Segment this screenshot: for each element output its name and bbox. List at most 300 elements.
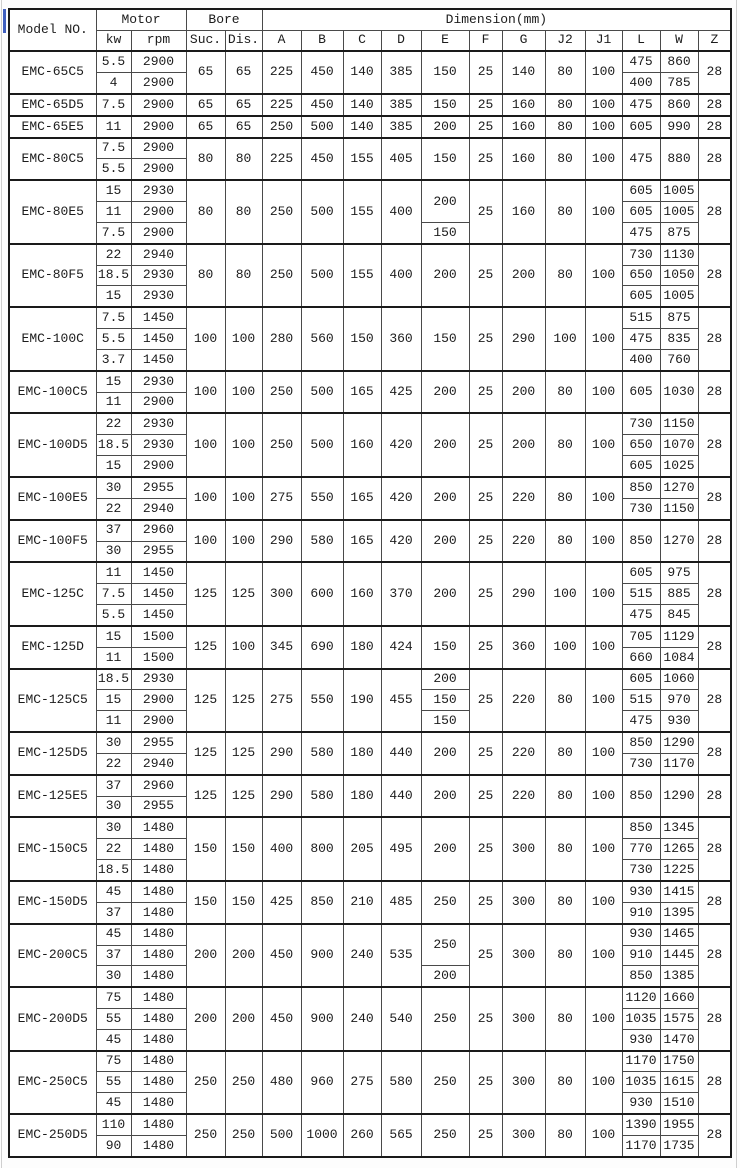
- dim-e-cell: 200: [421, 817, 469, 880]
- dim-l-cell: 910: [622, 902, 660, 923]
- dim-z-cell: 28: [698, 94, 731, 116]
- dim-e-cell: 250: [421, 987, 469, 1050]
- dim-c-cell: 205: [343, 817, 381, 880]
- dim-w-cell: 990: [660, 116, 698, 138]
- motor-kw-cell: 30: [96, 732, 131, 753]
- motor-kw-cell: 15: [96, 456, 131, 477]
- dim-j2-cell: 80: [545, 775, 585, 818]
- motor-kw-cell: 30: [96, 817, 131, 838]
- bore-suction-cell: 100: [186, 477, 225, 520]
- dim-b-cell: 690: [301, 626, 343, 669]
- dim-d-cell: 385: [381, 51, 421, 94]
- motor-rpm-cell: 2900: [131, 51, 186, 72]
- dim-l-cell: 650: [622, 265, 660, 286]
- motor-rpm-cell: 2900: [131, 711, 186, 732]
- dim-w-cell: 1084: [660, 647, 698, 668]
- dim-l-cell: 1120: [622, 987, 660, 1008]
- table-row: [9, 413, 731, 434]
- motor-rpm-cell: 2930: [131, 669, 186, 690]
- dim-w-cell: 880: [660, 138, 698, 181]
- table-row: [9, 562, 731, 583]
- motor-kw-cell: 11: [96, 392, 131, 413]
- dim-c-cell: 275: [343, 1051, 381, 1114]
- dim-w-cell: 1385: [660, 966, 698, 987]
- motor-rpm-cell: 2900: [131, 690, 186, 711]
- table-row: [9, 307, 731, 328]
- motor-rpm-cell: 1450: [131, 604, 186, 625]
- dim-j1-cell: 100: [585, 94, 622, 116]
- dim-z-cell: 28: [698, 626, 731, 669]
- dim-z-cell: 28: [698, 116, 731, 138]
- bore-suction-cell: 100: [186, 371, 225, 414]
- dim-j1-cell: 100: [585, 669, 622, 732]
- dim-f-cell: 25: [469, 626, 502, 669]
- motor-kw-cell: 45: [96, 1029, 131, 1050]
- table-row: [9, 51, 731, 72]
- dim-j1-cell: 100: [585, 732, 622, 775]
- bore-discharge-cell: 125: [225, 669, 262, 732]
- dim-c-cell: 160: [343, 413, 381, 476]
- dim-z-cell: 28: [698, 987, 731, 1050]
- dim-g-cell: 220: [502, 477, 545, 520]
- dim-w-cell: 1030: [660, 371, 698, 414]
- dim-l-cell: 730: [622, 498, 660, 519]
- dim-e-cell: 250: [421, 924, 469, 966]
- motor-kw-cell: 18.5: [96, 265, 131, 286]
- dim-b-cell: 960: [301, 1051, 343, 1114]
- motor-kw-cell: 30: [96, 966, 131, 987]
- dim-e-cell: 150: [421, 138, 469, 181]
- dim-z-cell: 28: [698, 817, 731, 880]
- dim-e-cell: 250: [421, 881, 469, 924]
- model-cell: EMC-150C5: [9, 817, 96, 880]
- motor-kw-cell: 45: [96, 924, 131, 945]
- dim-w-cell: 1415: [660, 881, 698, 902]
- bore-suction-cell: 100: [186, 413, 225, 476]
- dim-g-cell: 200: [502, 371, 545, 414]
- dim-f-cell: 25: [469, 817, 502, 880]
- col-header-rpm: rpm: [131, 30, 186, 51]
- dim-d-cell: 405: [381, 138, 421, 181]
- dim-j1-cell: 100: [585, 371, 622, 414]
- model-cell: EMC-65C5: [9, 51, 96, 94]
- dim-l-cell: 930: [622, 1093, 660, 1114]
- dim-a-cell: 500: [262, 1114, 301, 1157]
- model-cell: EMC-200C5: [9, 924, 96, 987]
- dim-w-cell: 1050: [660, 265, 698, 286]
- dim-w-cell: 1005: [660, 180, 698, 201]
- dim-d-cell: 400: [381, 244, 421, 307]
- dim-z-cell: 28: [698, 51, 731, 94]
- table-row: [9, 987, 731, 1008]
- dim-b-cell: 850: [301, 881, 343, 924]
- motor-rpm-cell: 1480: [131, 924, 186, 945]
- dim-d-cell: 440: [381, 732, 421, 775]
- dim-c-cell: 165: [343, 477, 381, 520]
- dim-c-cell: 140: [343, 94, 381, 116]
- dim-b-cell: 900: [301, 924, 343, 987]
- dim-l-cell: 730: [622, 413, 660, 434]
- dim-e-cell: 250: [421, 1051, 469, 1114]
- dim-c-cell: 240: [343, 987, 381, 1050]
- dim-j1-cell: 100: [585, 51, 622, 94]
- dim-e-cell: 200: [421, 180, 469, 222]
- model-cell: EMC-80E5: [9, 180, 96, 243]
- motor-rpm-cell: 1450: [131, 584, 186, 605]
- dim-j1-cell: 100: [585, 138, 622, 181]
- col-header-g: G: [502, 30, 545, 51]
- bore-discharge-cell: 150: [225, 817, 262, 880]
- motor-rpm-cell: 1480: [131, 902, 186, 923]
- bore-suction-cell: 125: [186, 775, 225, 818]
- motor-rpm-cell: 1480: [131, 945, 186, 966]
- dim-l-cell: 475: [622, 329, 660, 350]
- dim-c-cell: 260: [343, 1114, 381, 1157]
- model-cell: EMC-250C5: [9, 1051, 96, 1114]
- dim-w-cell: 970: [660, 690, 698, 711]
- model-cell: EMC-80C5: [9, 138, 96, 181]
- model-cell: EMC-125C: [9, 562, 96, 625]
- dim-j2-cell: 80: [545, 881, 585, 924]
- dim-c-cell: 155: [343, 180, 381, 243]
- dim-e-cell: 150: [421, 711, 469, 732]
- dim-e-cell: 150: [421, 51, 469, 94]
- bore-discharge-cell: 150: [225, 881, 262, 924]
- page-edge-left: [1, 0, 2, 1168]
- dim-z-cell: 28: [698, 307, 731, 370]
- dim-b-cell: 580: [301, 775, 343, 818]
- dim-l-cell: 850: [622, 477, 660, 498]
- motor-kw-cell: 37: [96, 775, 131, 796]
- table-row: [9, 881, 731, 902]
- dim-a-cell: 290: [262, 775, 301, 818]
- dim-a-cell: 290: [262, 732, 301, 775]
- dim-e-cell: 200: [421, 520, 469, 563]
- bore-suction-cell: 125: [186, 669, 225, 732]
- bore-discharge-cell: 250: [225, 1051, 262, 1114]
- motor-rpm-cell: 1480: [131, 1072, 186, 1093]
- dim-w-cell: 1170: [660, 753, 698, 774]
- motor-rpm-cell: 1450: [131, 307, 186, 328]
- dim-a-cell: 275: [262, 669, 301, 732]
- table-row: [9, 138, 731, 159]
- dim-b-cell: 580: [301, 520, 343, 563]
- dim-d-cell: 385: [381, 94, 421, 116]
- bore-discharge-cell: 65: [225, 51, 262, 94]
- motor-rpm-cell: 1480: [131, 1093, 186, 1114]
- dim-c-cell: 155: [343, 244, 381, 307]
- motor-rpm-cell: 1500: [131, 626, 186, 647]
- dim-w-cell: 1575: [660, 1008, 698, 1029]
- dim-f-cell: 25: [469, 775, 502, 818]
- motor-kw-cell: 22: [96, 413, 131, 434]
- col-header-j1: J1: [585, 30, 622, 51]
- dim-j2-cell: 80: [545, 987, 585, 1050]
- bore-suction-cell: 80: [186, 244, 225, 307]
- dim-j2-cell: 80: [545, 520, 585, 563]
- dim-e-cell: 200: [421, 562, 469, 625]
- motor-rpm-cell: 2955: [131, 541, 186, 562]
- table-row: [9, 732, 731, 753]
- dim-e-cell: 200: [421, 477, 469, 520]
- dim-f-cell: 25: [469, 138, 502, 181]
- dim-a-cell: 275: [262, 477, 301, 520]
- dim-j1-cell: 100: [585, 881, 622, 924]
- motor-rpm-cell: 2900: [131, 159, 186, 180]
- motor-kw-cell: 37: [96, 945, 131, 966]
- dim-l-cell: 475: [622, 711, 660, 732]
- bore-suction-cell: 100: [186, 307, 225, 370]
- dim-w-cell: 1510: [660, 1093, 698, 1114]
- table-row: [9, 626, 731, 647]
- model-cell: EMC-125E5: [9, 775, 96, 818]
- dim-g-cell: 220: [502, 732, 545, 775]
- dim-a-cell: 400: [262, 817, 301, 880]
- dim-a-cell: 250: [262, 244, 301, 307]
- dim-l-cell: 850: [622, 817, 660, 838]
- dim-f-cell: 25: [469, 669, 502, 732]
- dim-g-cell: 300: [502, 817, 545, 880]
- dim-b-cell: 580: [301, 732, 343, 775]
- motor-rpm-cell: 2900: [131, 72, 186, 93]
- bore-discharge-cell: 80: [225, 244, 262, 307]
- dim-l-cell: 605: [622, 456, 660, 477]
- col-header-motor: Motor: [96, 9, 186, 30]
- dim-l-cell: 605: [622, 202, 660, 223]
- motor-kw-cell: 5.5: [96, 604, 131, 625]
- dim-w-cell: 1290: [660, 775, 698, 818]
- dim-j2-cell: 80: [545, 371, 585, 414]
- dim-g-cell: 220: [502, 520, 545, 563]
- dim-d-cell: 370: [381, 562, 421, 625]
- dim-w-cell: 1270: [660, 520, 698, 563]
- bore-discharge-cell: 100: [225, 520, 262, 563]
- motor-kw-cell: 75: [96, 987, 131, 1008]
- bore-suction-cell: 80: [186, 138, 225, 181]
- dim-j2-cell: 80: [545, 477, 585, 520]
- dim-z-cell: 28: [698, 1114, 731, 1157]
- bore-suction-cell: 65: [186, 51, 225, 94]
- dim-j2-cell: 80: [545, 732, 585, 775]
- dim-j2-cell: 80: [545, 413, 585, 476]
- table-row: [9, 924, 731, 945]
- dim-l-cell: 730: [622, 244, 660, 265]
- bore-discharge-cell: 250: [225, 1114, 262, 1157]
- bore-discharge-cell: 125: [225, 732, 262, 775]
- dim-l-cell: 1170: [622, 1051, 660, 1072]
- dim-z-cell: 28: [698, 138, 731, 181]
- dim-w-cell: 1750: [660, 1051, 698, 1072]
- motor-rpm-cell: 2955: [131, 796, 186, 817]
- dim-g-cell: 220: [502, 669, 545, 732]
- motor-kw-cell: 18.5: [96, 860, 131, 881]
- model-cell: EMC-100D5: [9, 413, 96, 476]
- dim-j2-cell: 80: [545, 51, 585, 94]
- dim-f-cell: 25: [469, 562, 502, 625]
- dim-l-cell: 475: [622, 222, 660, 243]
- text-cursor-artifact: [3, 9, 6, 33]
- dim-l-cell: 850: [622, 520, 660, 563]
- bore-discharge-cell: 100: [225, 477, 262, 520]
- model-cell: EMC-65E5: [9, 116, 96, 138]
- dim-w-cell: 885: [660, 584, 698, 605]
- dim-f-cell: 25: [469, 180, 502, 243]
- dim-j1-cell: 100: [585, 413, 622, 476]
- motor-kw-cell: 15: [96, 690, 131, 711]
- dim-w-cell: 1129: [660, 626, 698, 647]
- dim-e-cell: 200: [421, 669, 469, 690]
- motor-rpm-cell: 2930: [131, 435, 186, 456]
- dim-d-cell: 485: [381, 881, 421, 924]
- dim-g-cell: 160: [502, 94, 545, 116]
- dim-e-cell: 150: [421, 626, 469, 669]
- model-cell: EMC-125D: [9, 626, 96, 669]
- dim-l-cell: 400: [622, 349, 660, 370]
- dim-c-cell: 190: [343, 669, 381, 732]
- dim-l-cell: 475: [622, 51, 660, 72]
- bore-suction-cell: 150: [186, 817, 225, 880]
- dim-l-cell: 515: [622, 690, 660, 711]
- dim-w-cell: 1395: [660, 902, 698, 923]
- dim-b-cell: 450: [301, 94, 343, 116]
- motor-rpm-cell: 1480: [131, 817, 186, 838]
- motor-kw-cell: 75: [96, 1051, 131, 1072]
- dim-d-cell: 420: [381, 413, 421, 476]
- motor-kw-cell: 30: [96, 541, 131, 562]
- table-row: [9, 244, 731, 265]
- motor-kw-cell: 90: [96, 1135, 131, 1157]
- dim-e-cell: 200: [421, 413, 469, 476]
- dim-e-cell: 200: [421, 116, 469, 138]
- motor-rpm-cell: 2900: [131, 138, 186, 159]
- motor-kw-cell: 55: [96, 1072, 131, 1093]
- dim-l-cell: 730: [622, 860, 660, 881]
- motor-rpm-cell: 1450: [131, 562, 186, 583]
- motor-kw-cell: 45: [96, 1093, 131, 1114]
- dim-j2-cell: 80: [545, 1114, 585, 1157]
- dim-z-cell: 28: [698, 1051, 731, 1114]
- motor-kw-cell: 18.5: [96, 435, 131, 456]
- dim-w-cell: 875: [660, 307, 698, 328]
- dim-f-cell: 25: [469, 244, 502, 307]
- motor-rpm-cell: 2900: [131, 116, 186, 138]
- dim-w-cell: 1150: [660, 413, 698, 434]
- dim-l-cell: 1390: [622, 1114, 660, 1135]
- col-header-d: D: [381, 30, 421, 51]
- col-header-e: E: [421, 30, 469, 51]
- dim-b-cell: 450: [301, 138, 343, 181]
- motor-kw-cell: 15: [96, 371, 131, 392]
- col-header-bore: Bore: [186, 9, 262, 30]
- dim-w-cell: 1290: [660, 732, 698, 753]
- dim-c-cell: 210: [343, 881, 381, 924]
- dim-j2-cell: 80: [545, 669, 585, 732]
- dim-w-cell: 875: [660, 222, 698, 243]
- dim-a-cell: 425: [262, 881, 301, 924]
- dim-e-cell: 150: [421, 222, 469, 243]
- dim-l-cell: 605: [622, 562, 660, 583]
- dim-w-cell: 1225: [660, 860, 698, 881]
- dim-j1-cell: 100: [585, 477, 622, 520]
- motor-rpm-cell: 2960: [131, 520, 186, 541]
- dim-d-cell: 400: [381, 180, 421, 243]
- dim-a-cell: 345: [262, 626, 301, 669]
- bore-discharge-cell: 200: [225, 924, 262, 987]
- motor-rpm-cell: 2930: [131, 265, 186, 286]
- motor-rpm-cell: 2930: [131, 371, 186, 392]
- dim-d-cell: 420: [381, 477, 421, 520]
- dim-d-cell: 540: [381, 987, 421, 1050]
- dim-l-cell: 515: [622, 584, 660, 605]
- col-header-j2: J2: [545, 30, 585, 51]
- dim-g-cell: 200: [502, 413, 545, 476]
- dim-j2-cell: 80: [545, 817, 585, 880]
- table-row: [9, 817, 731, 838]
- dim-l-cell: 660: [622, 647, 660, 668]
- motor-kw-cell: 15: [96, 286, 131, 307]
- model-cell: EMC-100C5: [9, 371, 96, 414]
- dim-f-cell: 25: [469, 881, 502, 924]
- model-cell: EMC-65D5: [9, 94, 96, 116]
- dim-z-cell: 28: [698, 371, 731, 414]
- model-cell: EMC-100F5: [9, 520, 96, 563]
- table-row: [9, 180, 731, 201]
- dim-j1-cell: 100: [585, 307, 622, 370]
- dim-z-cell: 28: [698, 732, 731, 775]
- col-header-f: F: [469, 30, 502, 51]
- motor-kw-cell: 22: [96, 498, 131, 519]
- dim-f-cell: 25: [469, 987, 502, 1050]
- dim-b-cell: 500: [301, 371, 343, 414]
- dim-z-cell: 28: [698, 669, 731, 732]
- motor-kw-cell: 7.5: [96, 307, 131, 328]
- table-row: [9, 520, 731, 541]
- table-row: [9, 775, 731, 796]
- bore-suction-cell: 100: [186, 520, 225, 563]
- model-cell: EMC-150D5: [9, 881, 96, 924]
- dim-l-cell: 850: [622, 966, 660, 987]
- motor-rpm-cell: 1450: [131, 329, 186, 350]
- motor-kw-cell: 37: [96, 902, 131, 923]
- motor-rpm-cell: 1450: [131, 349, 186, 370]
- col-header-model: Model NO.: [9, 9, 96, 51]
- dim-f-cell: 25: [469, 1051, 502, 1114]
- dim-w-cell: 1070: [660, 435, 698, 456]
- dim-g-cell: 200: [502, 244, 545, 307]
- dim-l-cell: 1035: [622, 1008, 660, 1029]
- dim-z-cell: 28: [698, 244, 731, 307]
- motor-kw-cell: 30: [96, 477, 131, 498]
- dim-l-cell: 475: [622, 138, 660, 181]
- motor-rpm-cell: 2930: [131, 180, 186, 201]
- dim-l-cell: 1035: [622, 1072, 660, 1093]
- dim-j2-cell: 100: [545, 307, 585, 370]
- bore-suction-cell: 200: [186, 924, 225, 987]
- dim-l-cell: 1170: [622, 1135, 660, 1157]
- dim-d-cell: 425: [381, 371, 421, 414]
- motor-rpm-cell: 2930: [131, 286, 186, 307]
- dim-j2-cell: 80: [545, 180, 585, 243]
- motor-rpm-cell: 1480: [131, 1135, 186, 1157]
- motor-kw-cell: 15: [96, 180, 131, 201]
- dim-j1-cell: 100: [585, 244, 622, 307]
- bore-discharge-cell: 100: [225, 413, 262, 476]
- bore-suction-cell: 250: [186, 1051, 225, 1114]
- dim-l-cell: 930: [622, 881, 660, 902]
- dim-d-cell: 360: [381, 307, 421, 370]
- dim-w-cell: 930: [660, 711, 698, 732]
- motor-kw-cell: 22: [96, 839, 131, 860]
